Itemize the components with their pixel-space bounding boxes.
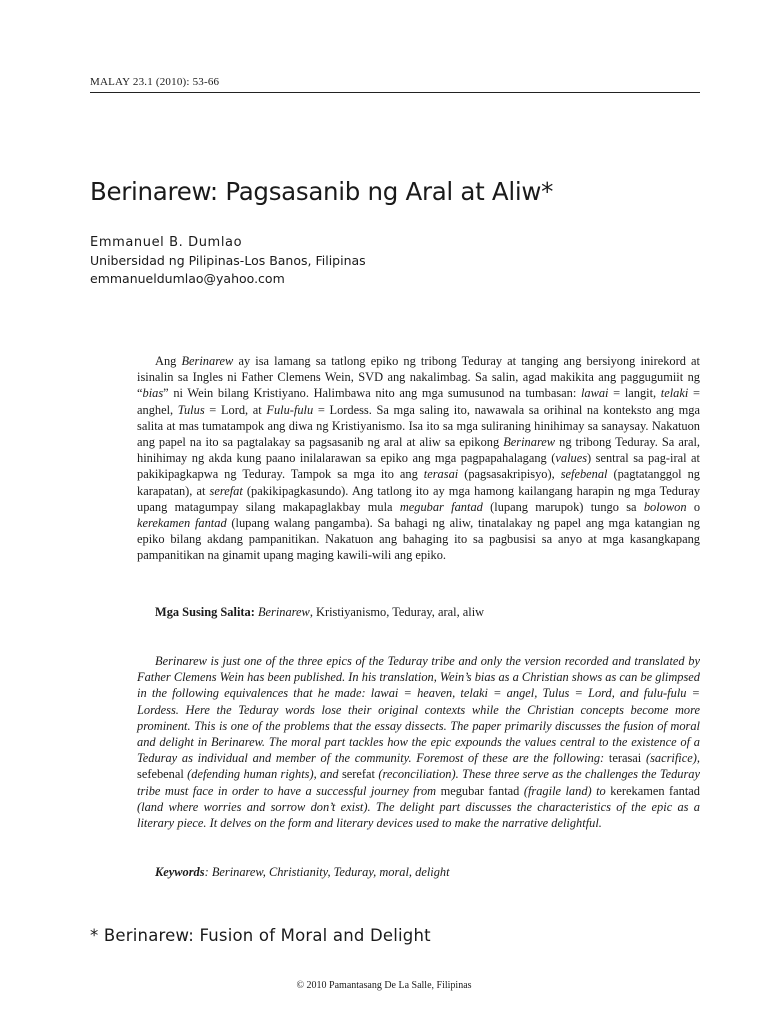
abstract-english: Berinarew is just one of the three epics of the Teduray tribe and only the version recorded and translated by Father Clemens Wein has been published. In his translation, Wein’s bias as a Christian shows as can be glimpsed in the following equivalences that he made: lawai = heaven, telaki = angel, Tulus = Lord, and fulu-fulu = Lordess. Here the Teduray words lose their original contexts while the Christian concepts become more prominent. This is one of the problems that the essay dissects. The paper primarily discusses the fusion of moral and delight in Berinarew. The moral part tackles how the epic expounds the values central to the existence of a Teduray as individual and member of the community. Foremost of these are the following: terasai (sacrifice), sefebenal (defending human rights), and serefat (reconciliation). These three serve as the challenges the Teduray tribe must face in order to have a successful journey from megubar fantad (fragile land) to kerekamen fantad (land where worries and sorrow don’t exist). The delight part discusses the characteristics of the epic as a literary piece. It delves on the form and literary devices used to make the narrative delightful. [137, 654, 700, 831]
keywords-english: Keywords: Berinarew, Christianity, Teduray, moral, delight [155, 865, 450, 879]
keywords-filipino: Mga Susing Salita: Berinarew, Kristiyanismo, Teduray, aral, aliw [155, 605, 485, 619]
english-title-footnote: * Berinarew: Fusion of Moral and Delight [90, 926, 431, 945]
article-title: Berinarew: Pagsasanib ng Aral at Aliw* [90, 177, 554, 206]
abstract-filipino: Ang Berinarew ay isa lamang sa tatlong epiko ng tribong Teduray at tanging ang bersiyong inirekord at isinalin sa Ingles ni Father Clemens Wein, SVD ang nakalimbag. Sa salin, agad makikita ang paggugumiit ng “bias” ni Wein bilang Kristiyano. Halimbawa nito ang mga sumusunod na tumbasan: lawai = langit, telaki = anghel, Tulus = Lord, at Fulu-fulu = Lordess. Sa mga saling ito, nawawala sa orihinal na konteksto ang mga salita at mas tumatampok ang diwa ng Kristiyanismo. Isa ito sa mga suliraning hinihimay sa sanaysay. Nakatuon ang papel na ito sa pagtalakay sa pagsasanib ng aral at aliw sa epikong Berinarew ng tribong Teduray. Sa aral, hinihimay ng akda kung paano inilalarawan sa epiko ang mga pagpapahalagang (values) sentral sa pag-iral at pakikipagkapwa ng Teduray. Tampok sa mga ito ang terasai (pagsasakripisyo), sefebenal (pagtatanggol ng karapatan), at serefat (pakikipagkasundo). Ang tatlong ito ay mga hamong kailangang harapin ng mga Teduray upang matagumpay silang makapaglakbay mula megubar fantad (lupang marupok) tungo sa bolowon o kerekamen fantad (lupang walang pangamba). Sa bahagi ng aliw, tinatalakay ng papel ang mga katangian ng epiko bilang akdang pampanitikan. Nakatuon ang bahaging ito sa pagbusisi sa anyo at mga kasangkapang pampanitikan na ginamit upang maging kawili-wili ang epiko. [137, 354, 701, 563]
keywords-label: Mga Susing Salita: [155, 605, 255, 619]
keywords-en-label: Keywords [155, 865, 205, 879]
copyright-footer: © 2010 Pamantasang De La Salle, Filipinas [296, 980, 472, 991]
author-affiliation: Unibersidad ng Pilipinas-Los Banos, Filipinas [90, 253, 366, 268]
header-rule [90, 92, 700, 93]
running-head: MALAY 23.1 (2010): 53-66 [90, 76, 220, 88]
author-email: emmanueldumlao@yahoo.com [90, 271, 285, 286]
author-name: Emmanuel B. Dumlao [90, 235, 243, 250]
